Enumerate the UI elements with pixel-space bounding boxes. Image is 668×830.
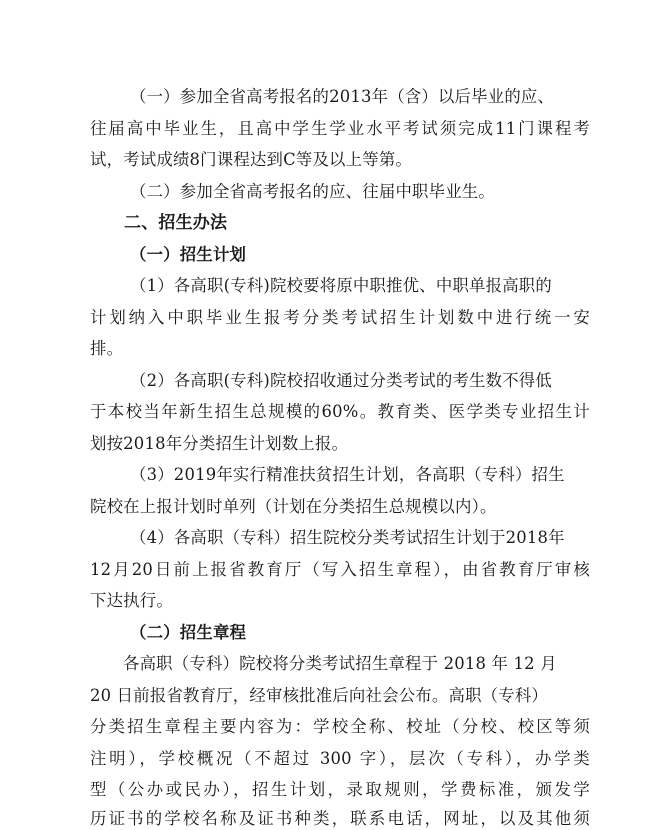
paragraph-line: 院校在上报计划时单列（计划在分类招生总规模以内）。: [90, 497, 497, 516]
paragraph-line: 往届高中毕业生，且高中学生学业水平考试须完成11门课程考: [90, 119, 590, 138]
paragraph-line: 各高职（专科）院校将分类考试招生章程于 2018 年 12 月: [123, 654, 557, 673]
paragraph-line: （一）参加全省高考报名的2013年（含）以后毕业的应、: [130, 87, 555, 106]
paragraph-line: （2）各高职(专科)院校招收通过分类考试的考生数不得低: [130, 371, 552, 390]
subsection-heading: （二）招生章程: [130, 623, 247, 642]
subsection-heading: （一）招生计划: [130, 245, 247, 264]
paragraph-line: 划按2018年分类招生计划数上报。: [90, 434, 349, 453]
paragraph-line: 于本校当年新生招生总规模的60%。教育类、医学类专业招生计: [90, 402, 590, 421]
paragraph-line: 排。: [90, 339, 124, 358]
paragraph-line: 型（公办或民办），招生计划，录取规则，学费标准，颁发学: [90, 780, 590, 799]
paragraph-line: 注明），学校概况（不超过 300 字），层次（专科），办学类: [90, 749, 590, 768]
paragraph-line: （1）各高职(专科)院校要将原中职推优、中职单报高职的: [130, 276, 552, 295]
section-heading: 二、招生办法: [124, 213, 228, 233]
paragraph-line: 试，考试成绩8门课程达到C等及以上等第。: [90, 150, 412, 169]
paragraph-line: （4）各高职（专科）招生院校分类考试招生计划于2018年: [130, 528, 565, 547]
paragraph-line: 20 日前报省教育厅，经审核批准后向社会公布。高职（专科）: [90, 686, 549, 705]
paragraph-line: 分类招生章程主要内容为：学校全称、校址（分校、校区等须: [90, 717, 590, 736]
paragraph-line: 下达执行。: [90, 591, 173, 610]
paragraph-line: （二）参加全省高考报名的应、往届中职毕业生。: [130, 182, 495, 201]
paragraph-line: （3）2019年实行精准扶贫招生计划，各高职（专科）招生: [130, 465, 565, 484]
paragraph-line: 计划纳入中职毕业生报考分类考试招生计划数中进行统一安: [90, 308, 590, 327]
paragraph-line: 历证书的学校名称及证书种类，联系电话，网址，以及其他须: [90, 809, 590, 828]
paragraph-line: 12月20日前上报省教育厅（写入招生章程），由省教育厅审核: [90, 560, 590, 579]
